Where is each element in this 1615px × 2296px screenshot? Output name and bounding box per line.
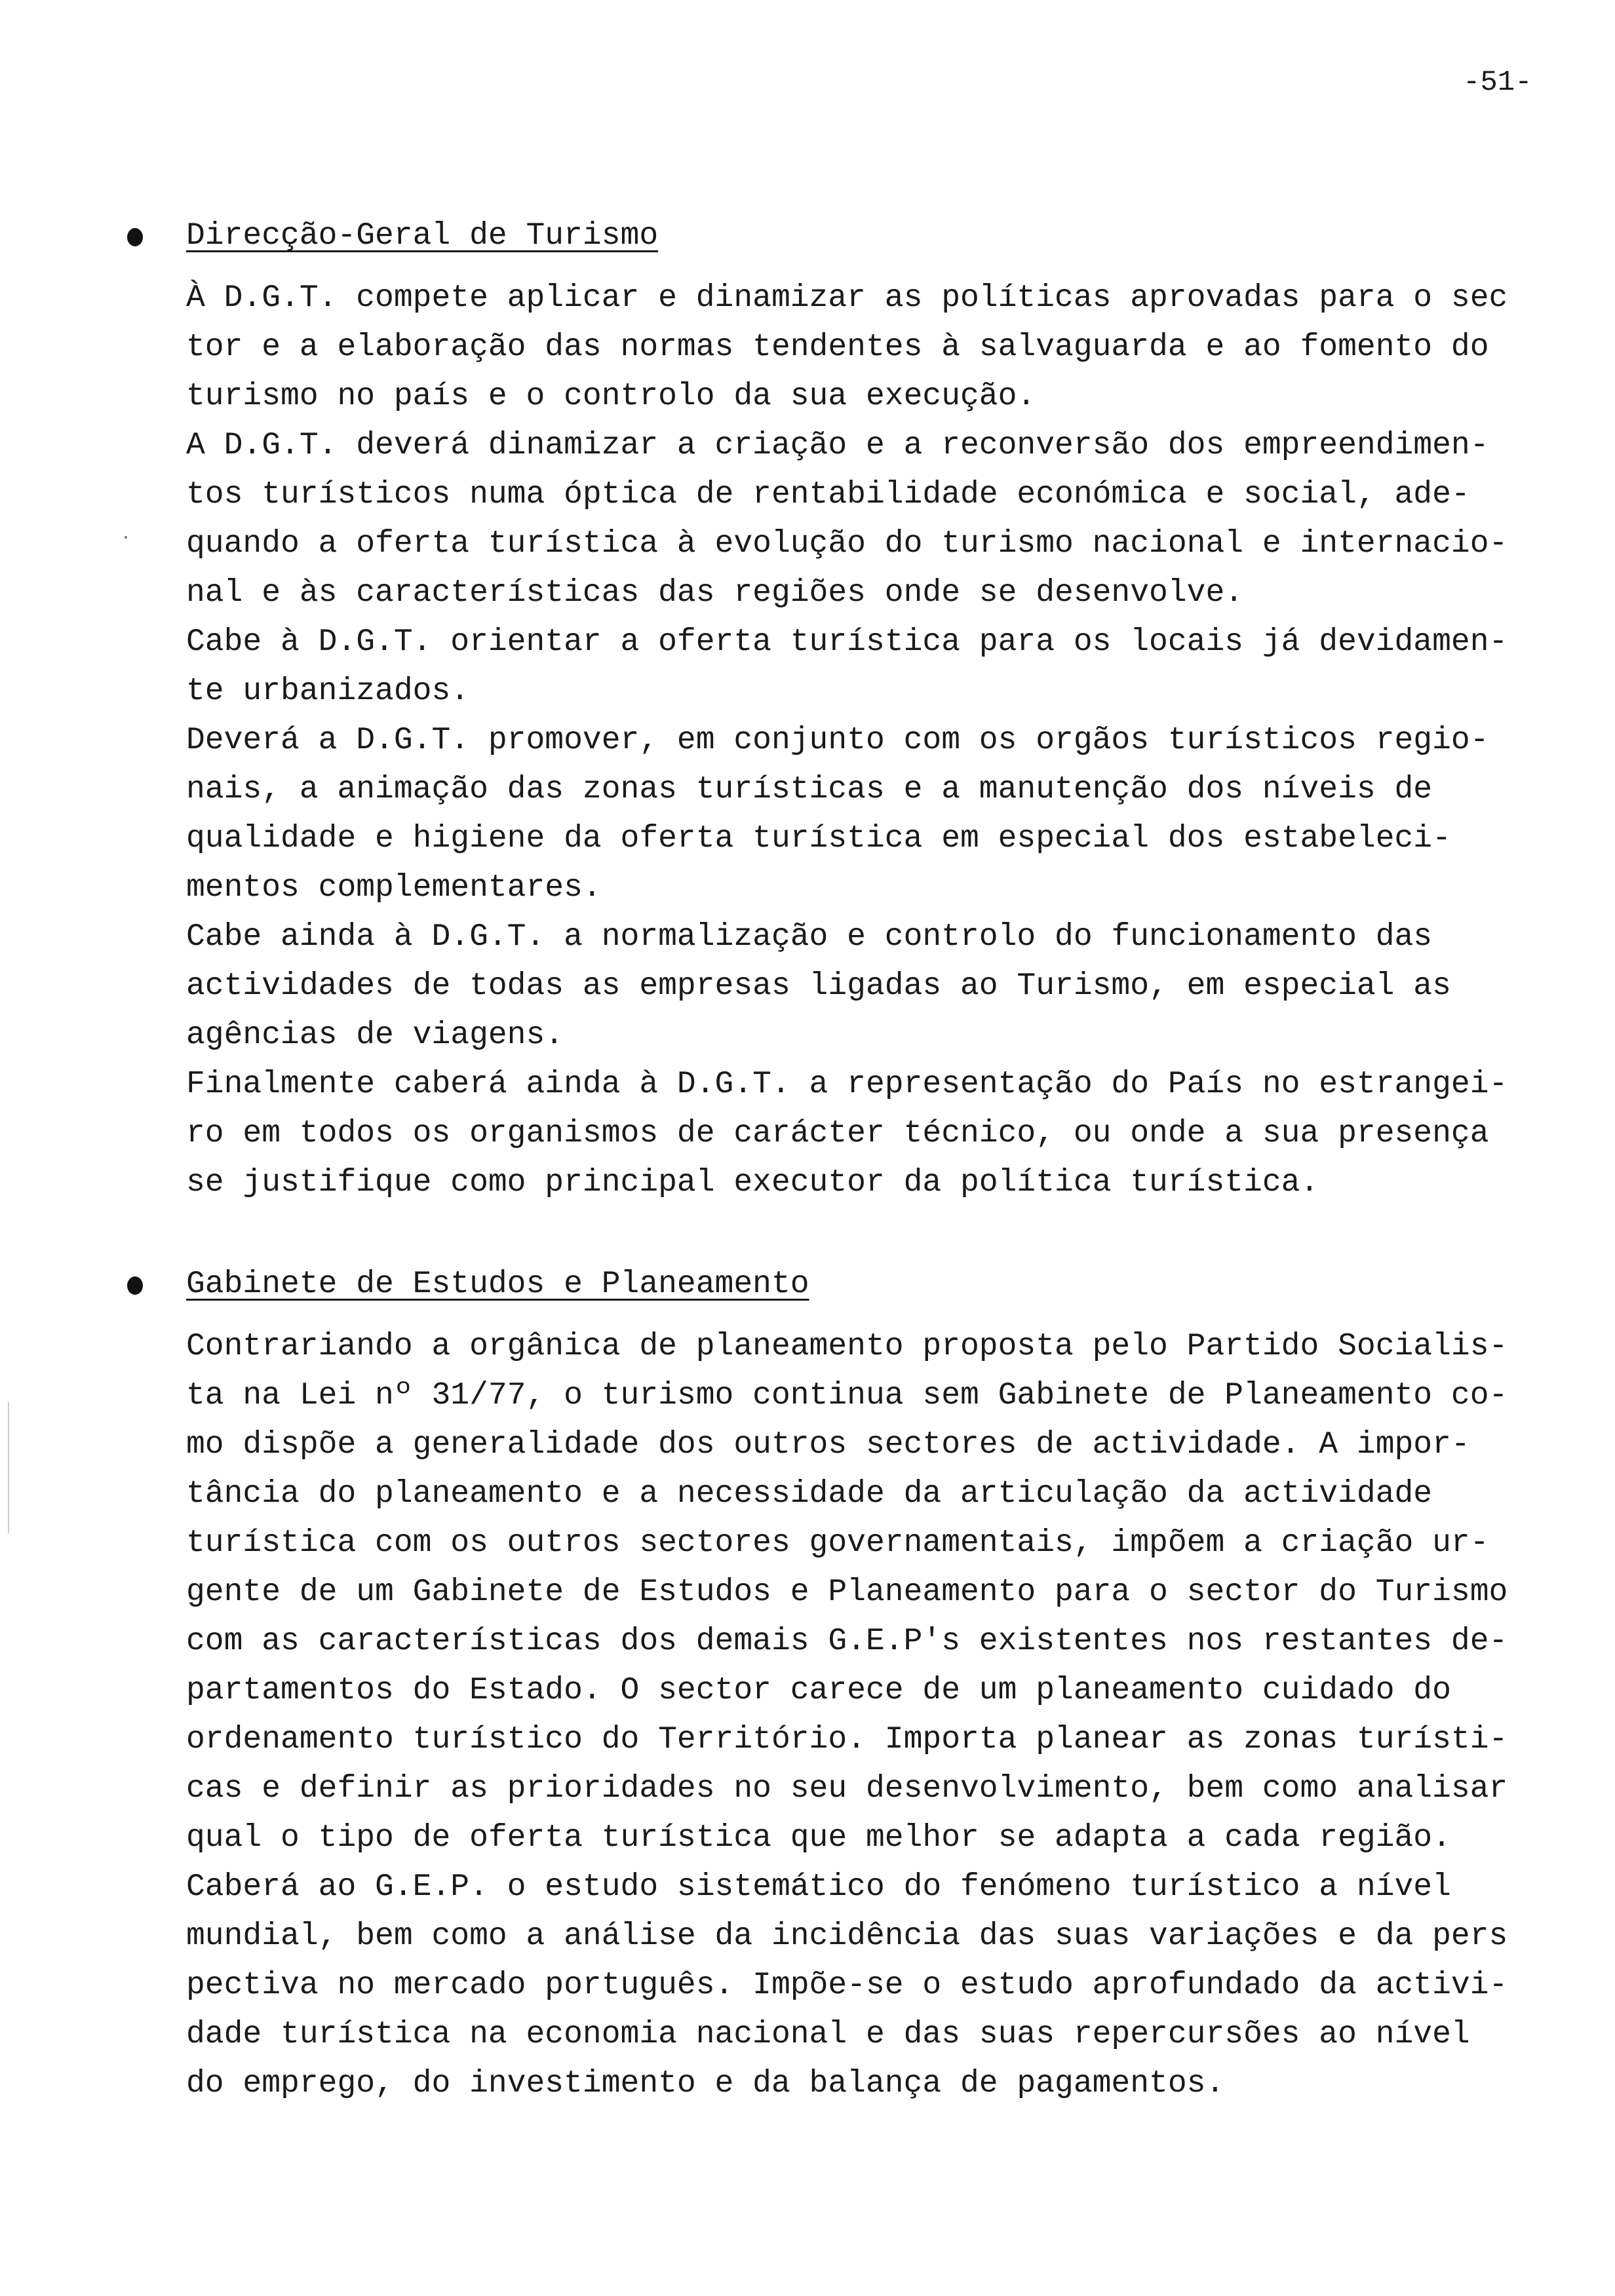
section-gep <box>186 1265 1582 2109</box>
margin-dot <box>125 536 127 539</box>
section-heading: Direcção-Geral de Turismo <box>186 218 659 254</box>
text-line: ordenamento turístico do Território. Importa planear as zonas turísti- <box>186 1722 1508 1757</box>
text-line: gente de um Gabinete de Estudos e Planeamento para o sector do Turismo <box>186 1575 1508 1610</box>
text-line: mundial, bem como a análise da incidência das suas variações e da pers <box>186 1919 1508 1954</box>
text-line: cas e definir as prioridades no seu desenvolvimento, bem como analisar <box>186 1771 1508 1807</box>
text-line: À D.G.T. compete aplicar e dinamizar as políticas aprovadas para o sec <box>186 280 1508 316</box>
text-line: Finalmente caberá ainda à D.G.T. a representação do País no estrangei- <box>186 1067 1508 1102</box>
text-line: Cabe à D.G.T. orientar a oferta turística para os locais já devidamen- <box>186 624 1508 660</box>
text-line: dade turística na economia nacional e das suas repercursões ao nível <box>186 2017 1470 2052</box>
text-line: tor e a elaboração das normas tendentes à salvaguarda e ao fomento do <box>186 330 1489 365</box>
text-line: ta na Lei nº 31/77, o turismo continua sem Gabinete de Planeamento co- <box>186 1378 1508 1413</box>
margin-line <box>8 1402 9 1533</box>
text-line: tância do planeamento e a necessidade da articulação da actividade <box>186 1476 1433 1512</box>
text-line: tos turísticos numa óptica de rentabilidade económica e social, ade- <box>186 477 1470 512</box>
text-line: Contrariando a orgânica de planeamento proposta pelo Partido Socialis- <box>186 1329 1508 1364</box>
text-line: com as características dos demais G.E.P's existentes nos restantes de- <box>186 1624 1508 1659</box>
text-line: Deverá a D.G.T. promover, em conjunto com os orgãos turísticos regio- <box>186 723 1489 758</box>
bullet-icon <box>127 1276 143 1295</box>
text-line: mo dispõe a generalidade dos outros sectores de actividade. A impor- <box>186 1427 1470 1463</box>
text-line: agências de viagens. <box>186 1018 564 1053</box>
section-body <box>186 1322 1582 2109</box>
text-line: qual o tipo de oferta turística que melhor se adapta a cada região. <box>186 1820 1451 1856</box>
text-line: qualidade e higiene da oferta turística em especial dos estabeleci- <box>186 821 1451 856</box>
text-line: Cabe ainda à D.G.T. a normalização e controlo do funcionamento das <box>186 919 1433 955</box>
bullet-icon <box>127 228 143 246</box>
text-line: actividades de todas as empresas ligadas ao Turismo, em especial as <box>186 968 1451 1004</box>
section-heading: Gabinete de Estudos e Planeamento <box>186 1267 809 1302</box>
text-line: turística com os outros sectores governamentais, impõem a criação ur- <box>186 1525 1489 1561</box>
text-line: se justifique como principal executor da política turística. <box>186 1165 1319 1200</box>
text-line: nal e às características das regiões onde se desenvolve. <box>186 575 1244 611</box>
text-line: Caberá ao G.E.P. o estudo sistemático do fenómeno turístico a nível <box>186 1869 1451 1905</box>
text-line: ro em todos os organismos de carácter técnico, ou onde a sua presença <box>186 1116 1489 1151</box>
text-line: partamentos do Estado. O sector carece de um planeamento cuidado do <box>186 1673 1451 1708</box>
page-number: -51- <box>1463 66 1532 99</box>
section-dgt <box>186 216 1582 1208</box>
text-line: turismo no país e o controlo da sua execução. <box>186 379 1036 414</box>
text-line: A D.G.T. deverá dinamizar a criação e a reconversão dos empreendimen- <box>186 428 1489 463</box>
text-line: do emprego, do investimento e da balança de pagamentos. <box>186 2066 1225 2101</box>
section-body <box>186 274 1582 1208</box>
text-line: nais, a animação das zonas turísticas e a manutenção dos níveis de <box>186 772 1433 807</box>
text-line: pectiva no mercado português. Impõe-se o estudo aprofundado da activi- <box>186 1968 1508 2003</box>
text-line: mentos complementares. <box>186 870 602 906</box>
text-line: quando a oferta turística à evolução do turismo nacional e internacio- <box>186 526 1508 562</box>
text-line: te urbanizados. <box>186 674 470 709</box>
